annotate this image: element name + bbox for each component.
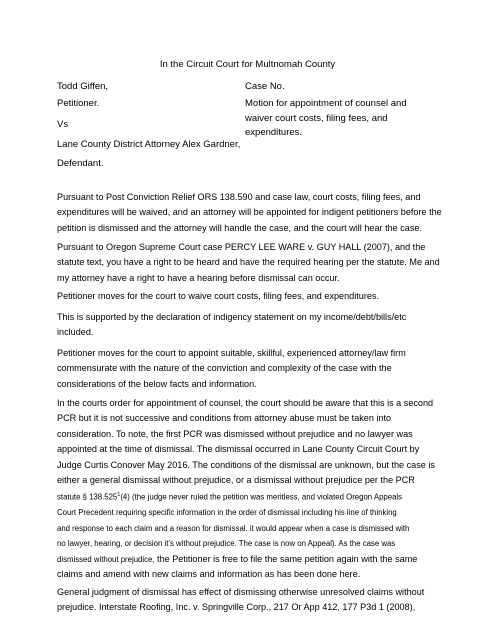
text-line: General judgment of dismissal has effect of dismissing otherwise unresolved claims without xyxy=(57,587,425,597)
paragraph-indigency xyxy=(57,310,453,341)
case-number-label: Case No. xyxy=(245,81,285,92)
petitioner-role: Petitioner. xyxy=(57,98,100,109)
text-line: Judge Curtis Conover May 2016. The conditions of the dismissal are unknown, but the case is xyxy=(57,459,435,470)
text-line: no lawyer, hearing, or decision it’s without prejudice. The case is now on Appeal). As the case was xyxy=(57,539,396,549)
text-line: commensurate with the nature of the conviction and complexity of the case with the xyxy=(57,363,392,374)
text-fragment: the Petitioner is free to file the same petition again with the same xyxy=(154,553,418,564)
motion-title-line-3: expenditures. xyxy=(245,127,303,138)
petitioner-name: Todd Giffen, xyxy=(57,81,109,92)
text-line: Pursuant to Oregon Supreme Court case PERCY LEE WARE v. GUY HALL (2007), and the xyxy=(57,242,426,252)
text-line: considerations of the below facts and information. xyxy=(57,378,257,389)
paragraph-ware-v-hall xyxy=(57,240,453,286)
respondent-role: Defendant. xyxy=(57,158,104,169)
motion-title-line-1: Motion for appointment of counsel and xyxy=(245,98,407,109)
text-line-statute xyxy=(57,488,453,505)
text-line: Pursuant to Post Conviction Relief ORS 138.590 and case law, court costs, filing fees, and xyxy=(57,192,421,202)
paragraph-ors-138-590 xyxy=(57,190,453,236)
text-line-mixed xyxy=(57,552,453,567)
statute-text: (4) (the judge never ruled the petition was meritless, and violated Oregon Appeals xyxy=(120,493,403,503)
text-line: either a general dismissal without prejudice, or a dismissal without prejudice per the PCR xyxy=(57,475,415,486)
footnote-marker: 1 xyxy=(117,492,121,499)
text-line: consideration. To note, the first PCR was dismissed without prejudice and no lawyer was xyxy=(57,428,413,439)
text-line: included. xyxy=(57,327,94,338)
text-line: Petitioner moves for the court to waive court costs, filing fees, and expenditures. xyxy=(57,291,379,301)
text-line: my attorney have a right to have a hearing before dismissal can occur. xyxy=(57,272,340,283)
text-fragment-small: dismissed without prejudice, xyxy=(57,554,155,564)
paragraph-waive-costs xyxy=(57,289,453,304)
text-line: Court Precedent requiring specific information in the order of dismissal including his line of thinking xyxy=(57,508,397,518)
text-line: Petitioner moves for the court to appoint suitable, skillful, experienced attorney/law firm xyxy=(57,348,406,358)
paragraph-second-pcr xyxy=(57,396,453,582)
paragraph-general-judgment xyxy=(57,585,453,616)
text-line: petition is dismissed and the attorney will handle the case, and the court will hear the case. xyxy=(57,222,422,233)
text-line: claims and amend with new claims and information as has been done here. xyxy=(57,569,361,580)
motion-title-line-2: waiver court costs, filing fees, and xyxy=(245,113,388,124)
text-line: appointed at the time of dismissal. The dismissal occurred in Lane County Circuit Court by xyxy=(57,444,420,455)
statute-citation: statute § 138.525 xyxy=(57,493,118,503)
text-line: expenditures will be waived, and an attorney will be appointed for indigent petitioners before the xyxy=(57,207,442,218)
court-heading: In the Circuit Court for Multnomah County xyxy=(159,59,336,70)
text-line: prejudice. Interstate Roofing, Inc. v. Springville Corp., 217 Or App 412, 177 P3d 1 (2008), xyxy=(57,602,416,613)
versus-label: Vs xyxy=(57,119,69,130)
text-line: PCR but it is not successive and conditions from attorney abuse must be taken into xyxy=(57,413,392,424)
paragraph-appoint-attorney xyxy=(57,346,453,392)
text-line: statute text, you have a right to be heard and have the required hearing per the statute. Me and xyxy=(57,257,440,268)
text-line: and response to each claim and a reason for dismissal. it would appear when a case is dismissed with xyxy=(57,523,410,533)
text-line: In the courts order for appointment of counsel, the court should be aware that this is a second xyxy=(57,398,434,408)
respondent-name: Lane County District Attorney Alex Gardner, xyxy=(57,139,241,150)
text-line: This is supported by the declaration of indigency statement on my income/debt/bills/etc xyxy=(57,312,407,322)
